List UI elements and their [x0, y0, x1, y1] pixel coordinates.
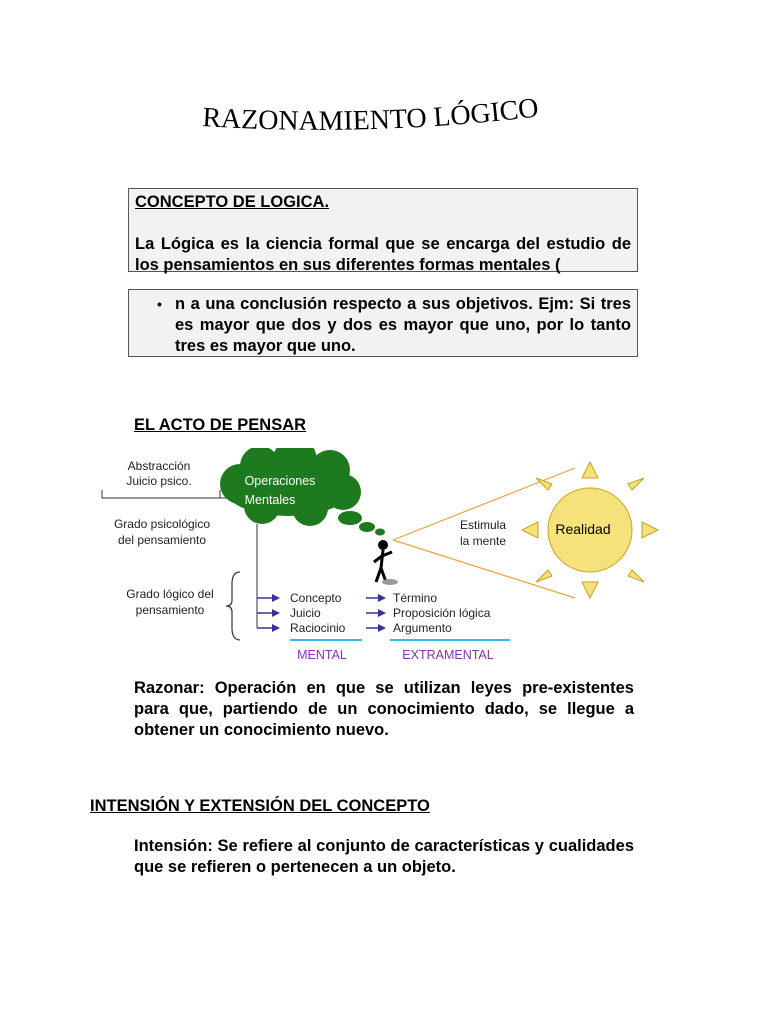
cloud-icon: [220, 448, 385, 536]
label-grado-logico-2: pensamiento: [135, 603, 205, 617]
acto-de-pensar-diagram: [100, 448, 660, 670]
label-mental: MENTAL: [297, 648, 347, 662]
arrow-icons-mental: [257, 594, 280, 632]
label-raciocinio: Raciocinio: [290, 621, 346, 635]
label-juicio-psico: Juicio psico.: [126, 474, 192, 488]
heading-acto-de-pensar: EL ACTO DE PENSAR: [134, 416, 307, 434]
label-grado-psicologico-1: Grado psicológico: [113, 517, 211, 531]
label-argumento: Argumento: [393, 621, 452, 635]
label-estimula-2: la mente: [460, 534, 507, 548]
label-abstraccion: Abstracción: [127, 459, 191, 473]
concept-heading: CONCEPTO DE LOGICA.: [135, 193, 330, 211]
label-extramental: EXTRAMENTAL: [402, 648, 494, 662]
label-concepto: Concepto: [290, 591, 342, 605]
page-title: [190, 88, 590, 148]
bracket-psicologico: [102, 490, 220, 498]
label-juicio: Juicio: [290, 606, 321, 620]
heading-intension-extension: INTENSIÓN Y EXTENSIÓN DEL CONCEPTO: [90, 797, 430, 815]
concept-box: [128, 188, 638, 272]
bullet-marker: •: [157, 296, 162, 312]
arrow-icons-extramental: [366, 594, 386, 632]
label-grado-logico-1: Grado lógico del: [126, 587, 214, 601]
label-termino: Término: [393, 591, 438, 605]
example-box: [128, 289, 638, 357]
example-text: n a una conclusión respecto a sus objetivos. Ejm: Si tres es mayor que dos y dos es mayor que uno, por lo tanto tres es mayor que uno.: [175, 295, 631, 355]
label-estimula-1: Estimula: [460, 518, 507, 532]
cloud-label-1: Operaciones: [244, 474, 316, 488]
thinker-icon: [374, 540, 398, 585]
concept-text: La Lógica es la ciencia formal que se encarga del estudio de los pensamientos en sus diferentes formas mentales (: [135, 235, 631, 274]
intension-text: Intensión: Se refiere al conjunto de características y cualidades que se refieren o pertenecen a un objeto.: [134, 837, 634, 876]
label-realidad: Realidad: [555, 521, 611, 537]
cloud-label-2: Mentales: [244, 493, 296, 507]
label-grado-psicologico-2: del pensamiento: [117, 533, 207, 547]
page-title-text: RAZONAMIENTO LÓGICO: [201, 92, 541, 137]
razonar-text: Razonar: Operación en que se utilizan leyes pre-existentes para que, partiendo de un conocimiento dado, se llegue a obtener un conocimiento nuevo.: [134, 679, 634, 739]
curly-brace: [226, 572, 240, 640]
svg-text:RAZONAMIENTO LÓGICO: [202, 92, 541, 136]
label-proposicion: Proposición lógica: [393, 606, 491, 620]
